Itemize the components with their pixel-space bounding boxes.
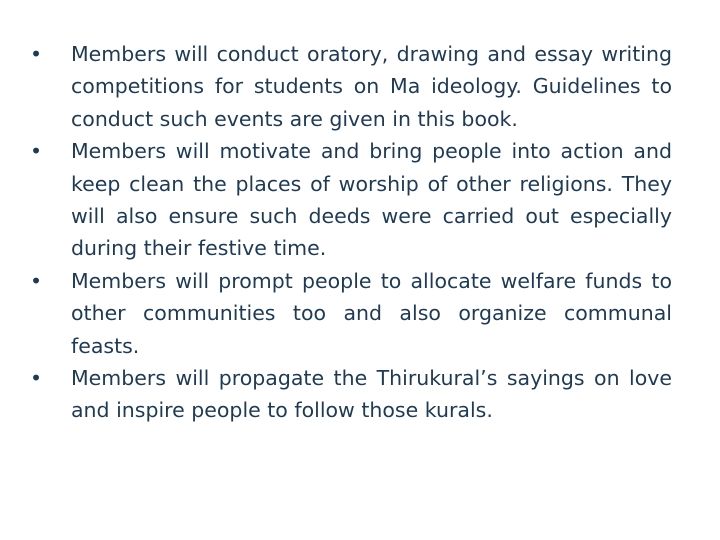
bullet-text: Members will conduct oratory, drawing and essay writing competitions for students on Ma ideology. Guidelines to conduct such events are given in this book.: [71, 42, 672, 131]
bullet-item-competitions: [30, 38, 672, 135]
bullet-icon: •: [30, 366, 43, 391]
bullet-text: Members will prompt people to allocate welfare funds to other communities too and also organize communal feasts.: [71, 268, 672, 358]
bullet-item-thirukural: [30, 362, 672, 427]
bullet-item-worship-places: [30, 135, 672, 265]
bullet-item-welfare-funds: [30, 265, 672, 362]
bullet-text: Members will motivate and bring people into action and keep clean the places of worship of other religions. They will also ensure such deeds were carried out especially during their festive time.: [71, 139, 672, 261]
bullet-icon: •: [30, 268, 43, 293]
bullet-list: [30, 38, 672, 427]
bullet-icon: •: [30, 139, 43, 164]
bullet-icon: •: [30, 42, 43, 66]
bullet-text: Members will propagate the Thirukural’s sayings on love and inspire people to follow those kurals.: [71, 366, 672, 423]
